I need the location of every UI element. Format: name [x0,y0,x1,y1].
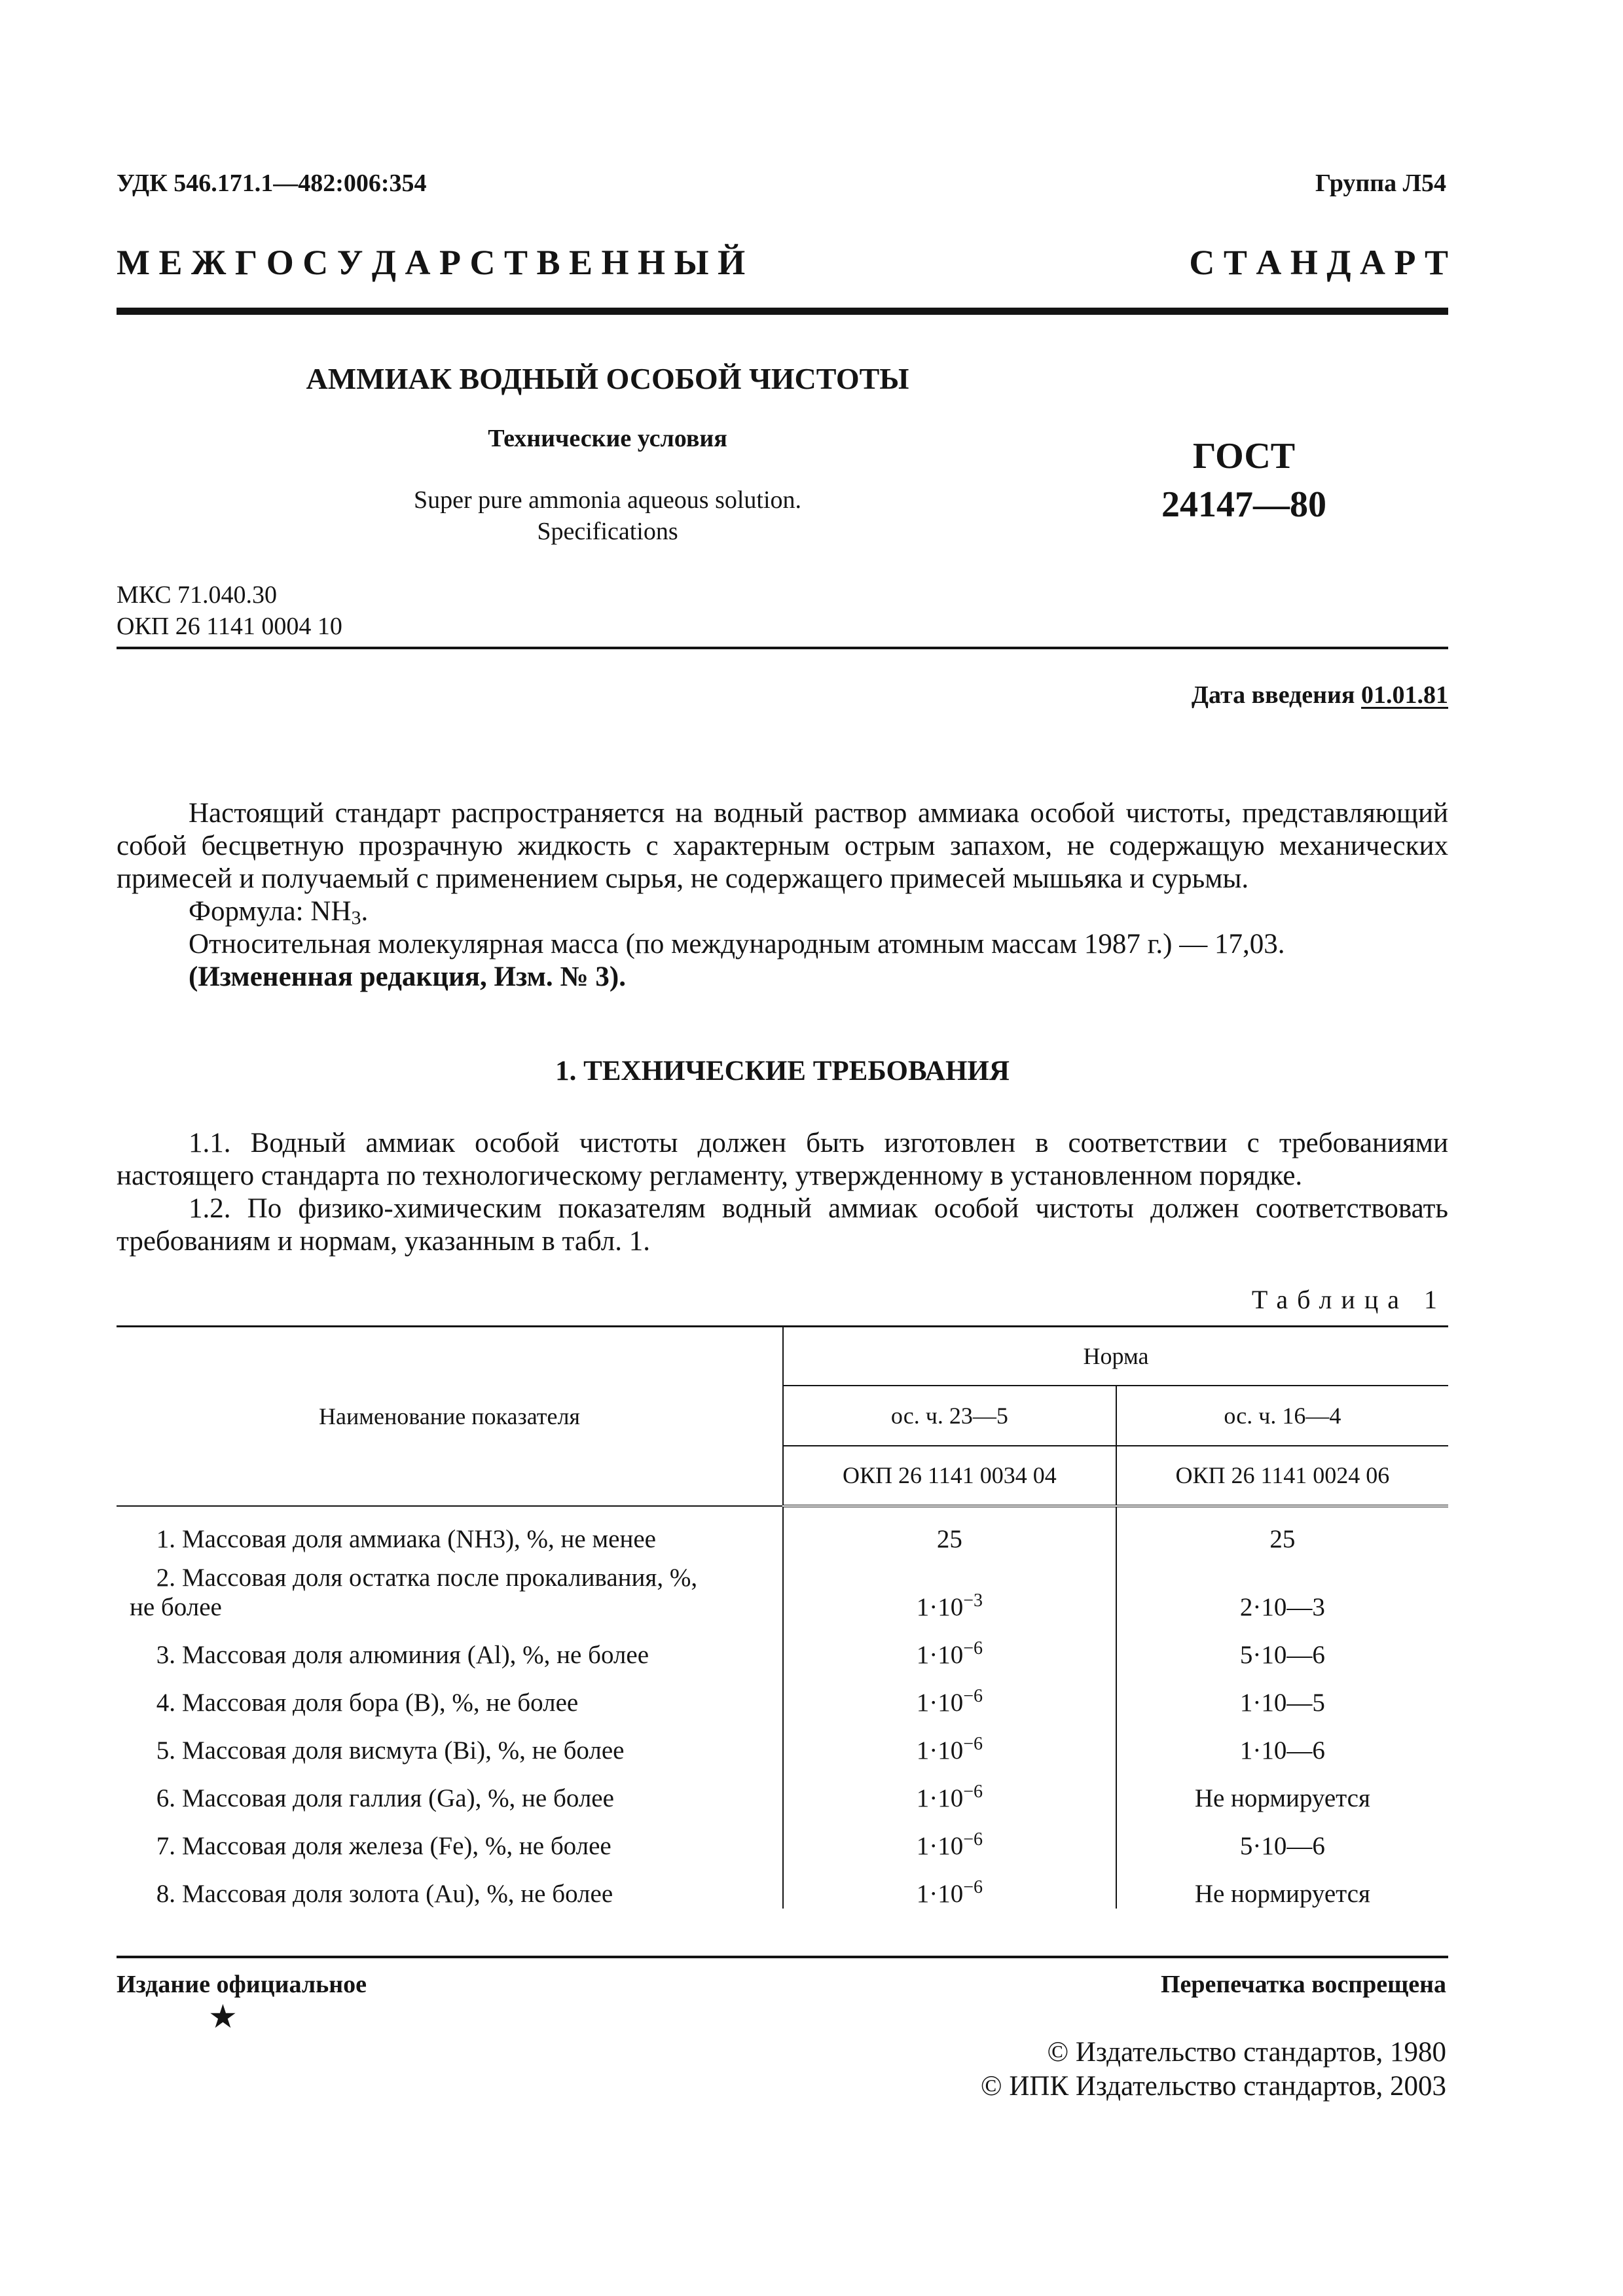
row-value-grade-2: Не нормируется [1116,1861,1448,1909]
row-label: Массовая доля галлия (Ga), %, не более [182,1784,614,1812]
copyright-2003: © ИПК Издательство стандартов, 2003 [980,2071,1446,2102]
intro-paragraph: Настоящий стандарт распространяется на водный раствор аммиака особой чистоты, представляющий собой бесцветную прозрачную жидкость с характерным острым запахом, не содержащую механических примесей и получаемый с применением сырья, не содержащего примесей мышьяка и сурьмы. [117,798,1448,894]
date-label: Дата введения [1191,681,1355,709]
document-subtitle: Технические условия [488,425,727,452]
value-base: 1·10 [916,1592,964,1621]
row-name [117,1622,783,1670]
requirement-1-1: 1.1. Водный аммиак особой чистоты должен быть изготовлен в соответствии с требованиями настоящего стандарта по технологическому регламенту, утвержденному в установленном порядке. [117,1128,1448,1191]
value-base: 1·10 [916,1784,964,1812]
date-value: 01.01.81 [1361,681,1448,709]
english-title-line1: Super pure ammonia aqueous solution. [413,486,802,514]
row-label: Массовая доля золота (Au), %, не более [182,1879,613,1908]
english-title [117,484,1099,547]
reprint-notice: Перепечатка воспрещена [1160,1971,1446,1998]
row-name [117,1717,783,1765]
gost-code: 24147—80 [1161,484,1326,525]
row-name [117,1554,783,1622]
introduction-date [1192,681,1448,709]
table-row [117,1717,1448,1765]
row-label: Массовая доля железа (Fe), %, не более [182,1831,611,1860]
section-title: 1. ТЕХНИЧЕСКИЕ ТРЕБОВАНИЯ [555,1056,1010,1086]
row-value-grade-1 [783,1813,1116,1861]
row-value-grade-2: 25 [1116,1506,1448,1554]
change-note: (Измененная редакция, Изм. № 3). [189,961,626,992]
row-value-grade-1 [783,1670,1116,1717]
document-title: АММИАК ВОДНЫЙ ОСОБОЙ ЧИСТОТЫ [306,362,909,395]
column-header-name: Наименование показателя [117,1327,783,1506]
row-value-grade-2: 1·10—5 [1116,1670,1448,1717]
standard-banner [117,242,1448,283]
value-exponent: −6 [963,1733,983,1754]
formula-label: Формула: [189,896,304,927]
row-name [117,1861,783,1909]
banner-word-1: М Е Ж Г О С У Д А Р С Т В Е Н Н Ы Й [117,243,746,282]
udk-code: УДК 546.171.1—482:006:354 [117,170,427,197]
row-value-grade-1 [783,1717,1116,1765]
row-label-cont: не более [130,1592,222,1621]
row-value-grade-2: 2·10—3 [1116,1554,1448,1622]
column-header-okp-1: ОКП 26 1141 0034 04 [783,1446,1116,1506]
row-number: 8. [156,1879,175,1908]
row-number: 6. [156,1784,175,1812]
row-value-grade-2: 1·10—6 [1116,1717,1448,1765]
row-label: Массовая доля алюминия (Al), %, не более [182,1640,649,1669]
footer-rule [117,1956,1448,1958]
value-exponent: −6 [963,1781,983,1802]
row-label: Массовая доля висмута (Bi), %, не более [182,1736,625,1765]
row-value-grade-1 [783,1765,1116,1813]
column-header-grade-1: ос. ч. 23—5 [783,1386,1116,1446]
molecular-mass: Относительная молекулярная масса (по международным атомным массам 1987 г.) — 17,03. [189,929,1285,960]
row-name [117,1765,783,1813]
value-base: 1·10 [916,1879,964,1908]
table-row [117,1670,1448,1717]
specification-table [117,1325,1448,1909]
column-header-okp-2: ОКП 26 1141 0024 06 [1116,1446,1448,1506]
row-number: 1. [156,1524,175,1553]
value-exponent: −3 [963,1590,983,1611]
value-exponent: −6 [963,1829,983,1850]
row-label: Массовая доля аммиака (NH3), %, не менее [182,1524,656,1553]
gost-label: ГОСТ [1192,436,1296,476]
row-value-grade-2: 5·10—6 [1116,1622,1448,1670]
formula-subscript: 3 [351,907,361,929]
table-row [117,1622,1448,1670]
value-base: 1·10 [916,1688,964,1717]
row-value-grade-1 [783,1622,1116,1670]
column-header-grade-2: ос. ч. 16—4 [1116,1386,1448,1446]
row-name [117,1813,783,1861]
row-value-grade-2: Не нормируется [1116,1765,1448,1813]
formula-base: NH [310,896,352,927]
intro-text [117,797,1448,994]
row-value-grade-1 [783,1861,1116,1909]
column-header-norm: Норма [783,1327,1448,1386]
value-exponent: −6 [963,1876,983,1897]
codes-rule [117,647,1448,649]
table-caption: Таблица 1 [1251,1285,1446,1314]
table-row [117,1506,1448,1554]
okp-code: ОКП 26 1141 0004 10 [117,613,342,640]
row-number: 2. [156,1563,175,1592]
requirements-text [117,1127,1448,1258]
row-number: 3. [156,1640,175,1669]
english-title-line2: Specifications [537,518,678,545]
gost-number [1113,432,1375,529]
value-base: 1·10 [916,1736,964,1765]
row-value-grade-1: 25 [783,1506,1116,1554]
requirement-1-2: 1.2. По физико-химическим показателям водный аммиак особой чистоты должен соответствовать требованиям и нормам, указанным в табл. 1. [117,1193,1448,1257]
formula-value: $NH_3$. [310,896,369,929]
copyright-1980: © Издательство стандартов, 1980 [1047,2037,1446,2068]
row-value-grade-1 [783,1554,1116,1622]
value-base: 1·10 [916,1831,964,1860]
header-rule [117,308,1448,315]
row-label: Массовая доля бора (B), %, не более [182,1688,579,1717]
mks-code: МКС 71.040.30 [117,581,278,609]
row-name [117,1670,783,1717]
copyright [981,2036,1446,2104]
row-name [117,1506,783,1554]
table-row [117,1813,1448,1861]
row-number: 7. [156,1831,175,1860]
value-exponent: −6 [963,1638,983,1659]
official-edition: Издание официальное [117,1971,367,1998]
banner-word-2: С Т А Н Д А Р Т [1189,243,1448,282]
classification-codes [117,579,342,642]
value-base: 1·10 [916,1640,964,1669]
table-row [117,1554,1448,1622]
group-code: Группа Л54 [1315,170,1446,197]
table-row [117,1765,1448,1813]
row-value-grade-2: 5·10—6 [1116,1813,1448,1861]
star-icon: ★ [208,1998,238,2035]
value-exponent: −6 [963,1685,983,1706]
row-number: 4. [156,1688,175,1717]
row-label: Массовая доля остатка после прокаливания, %, [182,1563,698,1592]
row-number: 5. [156,1736,175,1765]
table-row [117,1861,1448,1909]
formula-line [117,895,1448,928]
